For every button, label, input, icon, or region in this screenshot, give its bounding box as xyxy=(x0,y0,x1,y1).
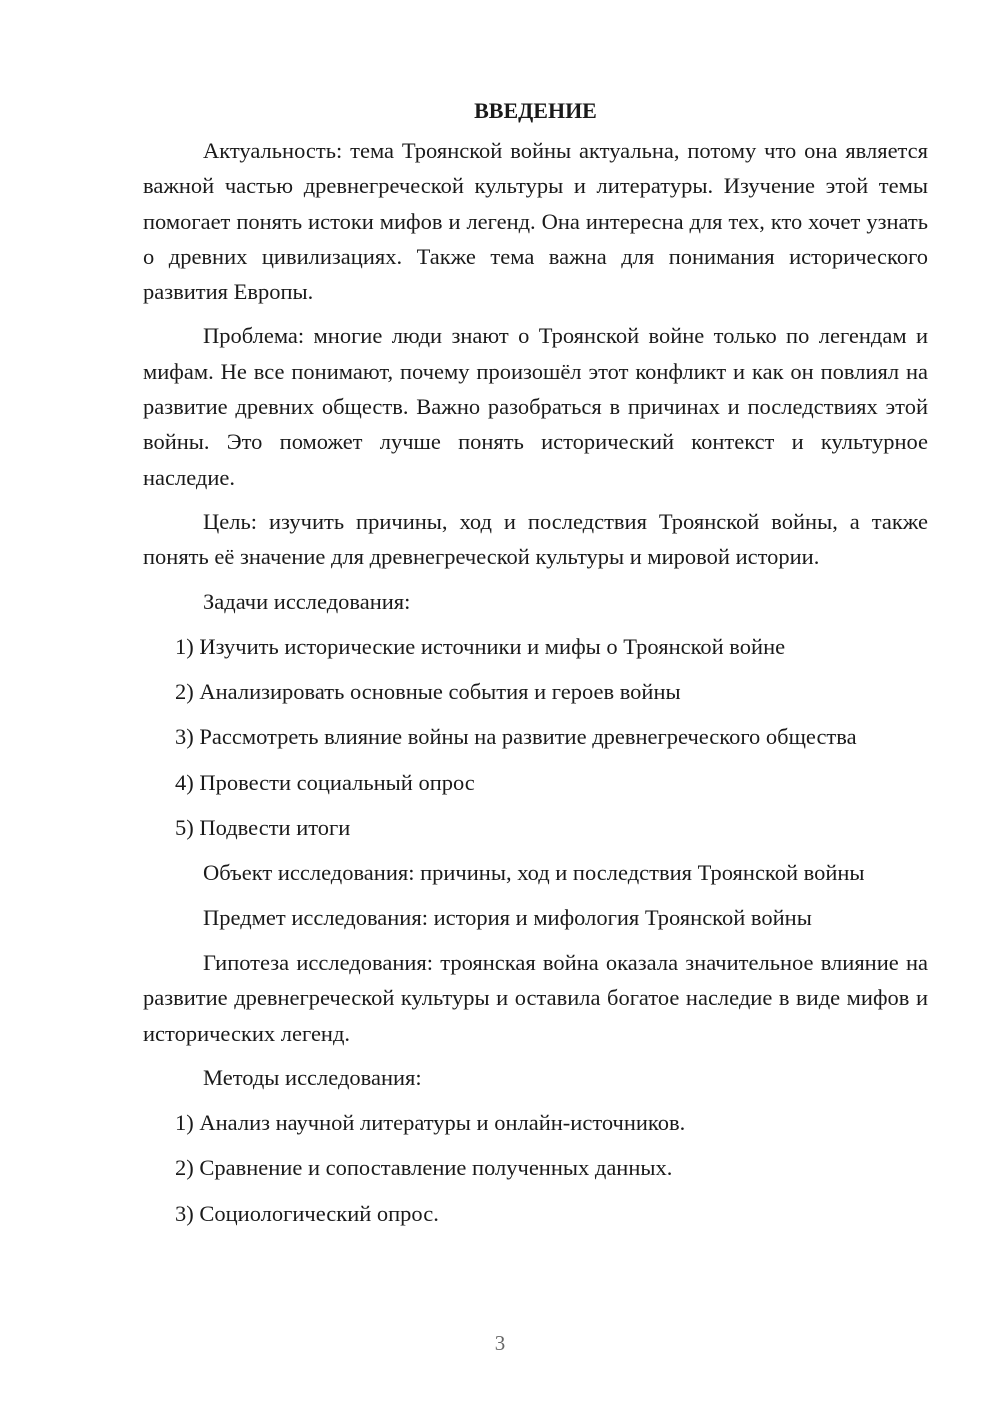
hypothesis-paragraph: Гипотеза исследования: троянская война оказала значительное влияние на развитие древнегреческой культуры и оставила богатое наследие в виде мифов и исторических легенд. xyxy=(143,949,928,1046)
tasks-list xyxy=(143,629,928,845)
page-content xyxy=(143,92,928,1241)
problem-paragraph: Проблема: многие люди знают о Троянской войне только по легендам и мифам. Не все понимают, почему произошёл этот конфликт и как он повлиял на развитие древних обществ. Важно разобраться в причинах и последствиях этой войны. Это поможет лучше понять исторический контекст и культурное наследие. xyxy=(143,323,928,490)
page-title: ВВЕДЕНИЕ xyxy=(474,98,597,123)
subject-paragraph: Предмет исследования: история и мифология Троянской войны xyxy=(203,904,812,930)
task-item-1: 1) Изучить исторические источники и мифы о Троянской войне xyxy=(175,633,786,659)
task-item-2: 2) Анализировать основные события и героев войны xyxy=(175,679,681,705)
method-item-3: 3) Социологический опрос. xyxy=(175,1200,439,1226)
methods-list xyxy=(143,1105,928,1231)
method-item-2: 2) Сравнение и сопоставление полученных данных. xyxy=(175,1155,673,1181)
tasks-heading: Задачи исследования: xyxy=(203,588,411,614)
task-item-4: 4) Провести социальный опрос xyxy=(175,769,475,795)
object-paragraph: Объект исследования: причины, ход и последствия Троянской войны xyxy=(203,860,865,886)
methods-heading: Методы исследования: xyxy=(203,1064,422,1090)
relevance-paragraph: Актуальность: тема Троянской войны актуальна, потому что она является важной частью древнегреческой культуры и литературы. Изучение этой темы помогает понять истоки мифов и легенд. Она интересна для тех, кто хочет узнать о древних цивилизациях. Также тема важна для понимания исторического развития Европы. xyxy=(143,138,928,305)
page-number: 3 xyxy=(494,1331,506,1355)
task-item-5: 5) Подвести итоги xyxy=(175,815,351,841)
task-item-3: 3) Рассмотреть влияние войны на развитие древнегреческого общества xyxy=(175,724,857,750)
goal-paragraph: Цель: изучить причины, ход и последствия Троянской войны, а также понять её значение для древнегреческой культуры и мировой истории. xyxy=(143,508,928,570)
method-item-1: 1) Анализ научной литературы и онлайн-источников. xyxy=(175,1110,686,1136)
